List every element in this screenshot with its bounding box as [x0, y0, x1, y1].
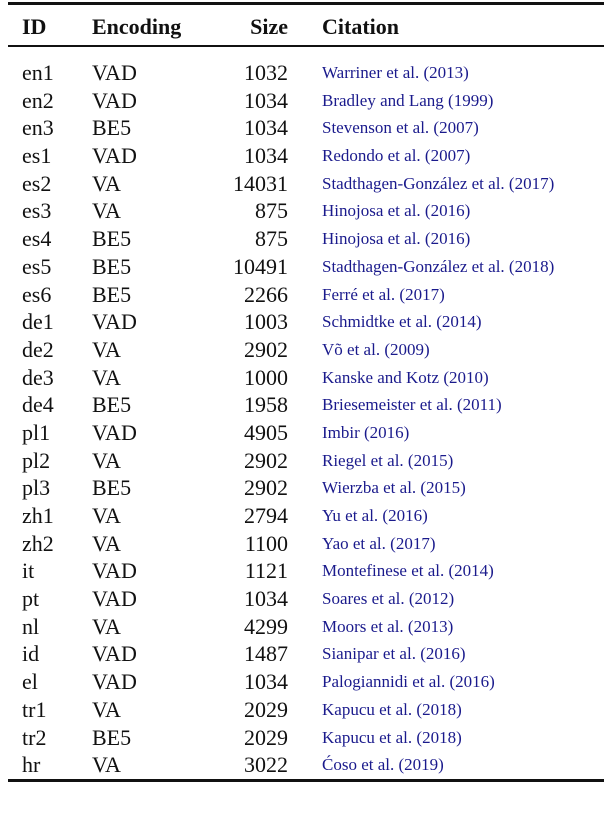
table-row — [8, 364, 604, 392]
table-row — [8, 557, 604, 585]
cell-encoding: BE5 — [92, 724, 132, 750]
cell-encoding: BE5 — [92, 253, 132, 279]
citation-link[interactable]: Kapucu et al. (2018) — [322, 699, 462, 719]
citation-link[interactable]: Moors et al. (2013) — [322, 616, 454, 636]
cell-encoding: BE5 — [92, 392, 132, 418]
cell-size: 1958 — [244, 392, 288, 418]
citation-link[interactable]: Imbir (2016) — [322, 422, 410, 442]
citation-link[interactable]: Redondo et al. (2007) — [322, 146, 471, 166]
cell-id: es2 — [22, 170, 52, 196]
cell-encoding: VAD — [92, 641, 137, 667]
citation-link[interactable]: Yao et al. (2017) — [322, 533, 436, 553]
cell-encoding: VA — [92, 752, 121, 778]
cell-size: 1003 — [244, 309, 288, 335]
citation-link[interactable]: Hinojosa et al. (2016) — [322, 229, 471, 249]
cell-encoding: VAD — [92, 586, 137, 612]
citation-link[interactable]: Ćoso et al. (2019) — [322, 755, 444, 775]
citation-link[interactable]: Võ et al. (2009) — [322, 339, 430, 359]
table-row — [8, 197, 604, 225]
cell-id: it — [22, 558, 35, 584]
citation-link[interactable]: Soares et al. (2012) — [322, 589, 455, 609]
cell-encoding: VAD — [92, 87, 137, 113]
citation-link[interactable]: Yu et al. (2016) — [322, 506, 428, 525]
cell-size: 875 — [255, 226, 288, 252]
cell-id: pl3 — [22, 475, 51, 501]
cell-size: 1034 — [244, 87, 288, 113]
cell-size: 3022 — [244, 752, 288, 778]
citation-link[interactable]: Kapucu et al. (2018) — [322, 727, 462, 747]
cell-size: 10491 — [233, 253, 288, 279]
header-id: ID — [22, 14, 47, 39]
cell-id: es6 — [22, 281, 52, 307]
table-row — [8, 336, 604, 364]
cell-id: de2 — [22, 336, 54, 362]
citation-link[interactable]: Kanske and Kotz (2010) — [322, 367, 489, 387]
citation-link[interactable]: Montefinese et al. (2014) — [322, 561, 494, 581]
cell-id: de1 — [22, 309, 54, 335]
citation-link[interactable]: Sianipar et al. (2016) — [322, 644, 466, 664]
lexicon-table — [8, 2, 604, 779]
table-row — [8, 668, 604, 696]
table-row — [8, 142, 604, 170]
cell-encoding: VA — [92, 198, 121, 224]
cell-size: 2902 — [244, 336, 288, 362]
citation-link[interactable]: Bradley and Lang (1999) — [322, 90, 494, 110]
cell-id: en2 — [22, 87, 54, 113]
cell-id: es3 — [22, 198, 52, 224]
cell-size: 1032 — [244, 60, 288, 85]
cell-size: 2029 — [244, 724, 288, 750]
cell-id: pl2 — [22, 447, 51, 473]
cell-size: 4299 — [244, 613, 288, 639]
citation-link[interactable]: Stadthagen-González et al. (2018) — [322, 256, 555, 276]
table-row — [8, 530, 604, 558]
cell-encoding: VA — [92, 170, 121, 196]
cell-id: de3 — [22, 364, 54, 390]
table-row — [8, 391, 604, 419]
cell-size: 14031 — [233, 170, 288, 196]
table-row — [8, 114, 604, 142]
cell-encoding: VA — [92, 613, 121, 639]
cell-size: 1487 — [244, 641, 288, 667]
cell-id: es1 — [22, 143, 52, 169]
cell-size: 2029 — [244, 696, 288, 722]
cell-encoding: VA — [92, 447, 121, 473]
cell-size: 1100 — [244, 530, 288, 556]
cell-encoding: VAD — [92, 558, 137, 584]
table-row — [8, 640, 604, 668]
cell-id: de4 — [22, 392, 54, 418]
cell-size: 1034 — [244, 115, 288, 141]
cell-id: tr1 — [22, 696, 47, 722]
cell-encoding: BE5 — [92, 226, 132, 252]
cell-encoding: VAD — [92, 419, 137, 445]
cell-size: 1034 — [244, 143, 288, 169]
table-body — [8, 47, 604, 779]
cell-encoding: VAD — [92, 309, 137, 335]
citation-link[interactable]: Wierzba et al. (2015) — [322, 478, 466, 498]
cell-id: tr2 — [22, 724, 47, 750]
table-row — [8, 225, 604, 253]
cell-size: 4905 — [244, 419, 288, 445]
table-header-row — [8, 5, 604, 45]
table-row — [8, 585, 604, 613]
table-row — [8, 170, 604, 198]
header-encoding: Encoding — [92, 14, 182, 39]
cell-encoding: VA — [92, 503, 121, 528]
table-row — [8, 613, 604, 641]
citation-link[interactable]: Briesemeister et al. (2011) — [322, 395, 502, 415]
table-row — [8, 253, 604, 281]
table-row — [8, 751, 604, 779]
table-row — [8, 474, 604, 502]
cell-size: 1034 — [244, 669, 288, 695]
cell-id: en1 — [22, 60, 54, 85]
header-size: Size — [250, 14, 288, 39]
cell-id: id — [22, 641, 40, 667]
table-row — [8, 308, 604, 336]
citation-link[interactable]: Hinojosa et al. (2016) — [322, 201, 471, 221]
cell-encoding: VA — [92, 696, 121, 722]
cell-size: 1034 — [244, 586, 288, 612]
cell-size: 875 — [255, 198, 288, 224]
cell-size: 1000 — [244, 364, 288, 390]
cell-size: 2902 — [244, 447, 288, 473]
table-row — [8, 724, 604, 752]
citation-link[interactable]: Palogiannidi et al. (2016) — [322, 672, 495, 692]
table-row — [8, 59, 604, 87]
cell-encoding: VA — [92, 530, 121, 556]
table-row — [8, 447, 604, 475]
cell-id: el — [22, 669, 38, 695]
cell-encoding: BE5 — [92, 475, 132, 501]
table-row — [8, 87, 604, 115]
citation-link[interactable]: Riegel et al. (2015) — [322, 450, 454, 470]
cell-encoding: VA — [92, 336, 121, 362]
citation-link[interactable]: Schmidtke et al. (2014) — [322, 312, 482, 332]
cell-id: es5 — [22, 253, 52, 279]
cell-id: es4 — [22, 226, 52, 252]
cell-encoding: VAD — [92, 669, 137, 695]
cell-size: 2794 — [244, 503, 288, 528]
citation-link[interactable]: Stevenson et al. (2007) — [322, 118, 479, 138]
cell-size: 2902 — [244, 475, 288, 501]
cell-id: zh1 — [22, 503, 54, 528]
table-row — [8, 502, 604, 530]
cell-encoding: BE5 — [92, 281, 132, 307]
cell-id: en3 — [22, 115, 54, 141]
citation-link[interactable]: Ferré et al. (2017) — [322, 284, 445, 304]
cell-id: nl — [22, 613, 40, 639]
citation-link[interactable]: Warriner et al. (2013) — [322, 63, 469, 82]
cell-encoding: VA — [92, 364, 121, 390]
table-row — [8, 281, 604, 309]
cell-encoding: BE5 — [92, 115, 132, 141]
header-citation: Citation — [322, 14, 399, 39]
citation-link[interactable]: Stadthagen-González et al. (2017) — [322, 173, 555, 193]
cell-encoding: VAD — [92, 60, 137, 85]
cell-size: 1121 — [244, 558, 288, 584]
cell-id: hr — [22, 752, 41, 778]
cell-id: pl1 — [22, 419, 51, 445]
cell-id: pt — [22, 586, 40, 612]
cell-encoding: VAD — [92, 143, 137, 169]
bottom-rule — [8, 779, 604, 782]
cell-size: 2266 — [244, 281, 288, 307]
table-row — [8, 696, 604, 724]
table-row — [8, 419, 604, 447]
cell-id: zh2 — [22, 530, 54, 556]
